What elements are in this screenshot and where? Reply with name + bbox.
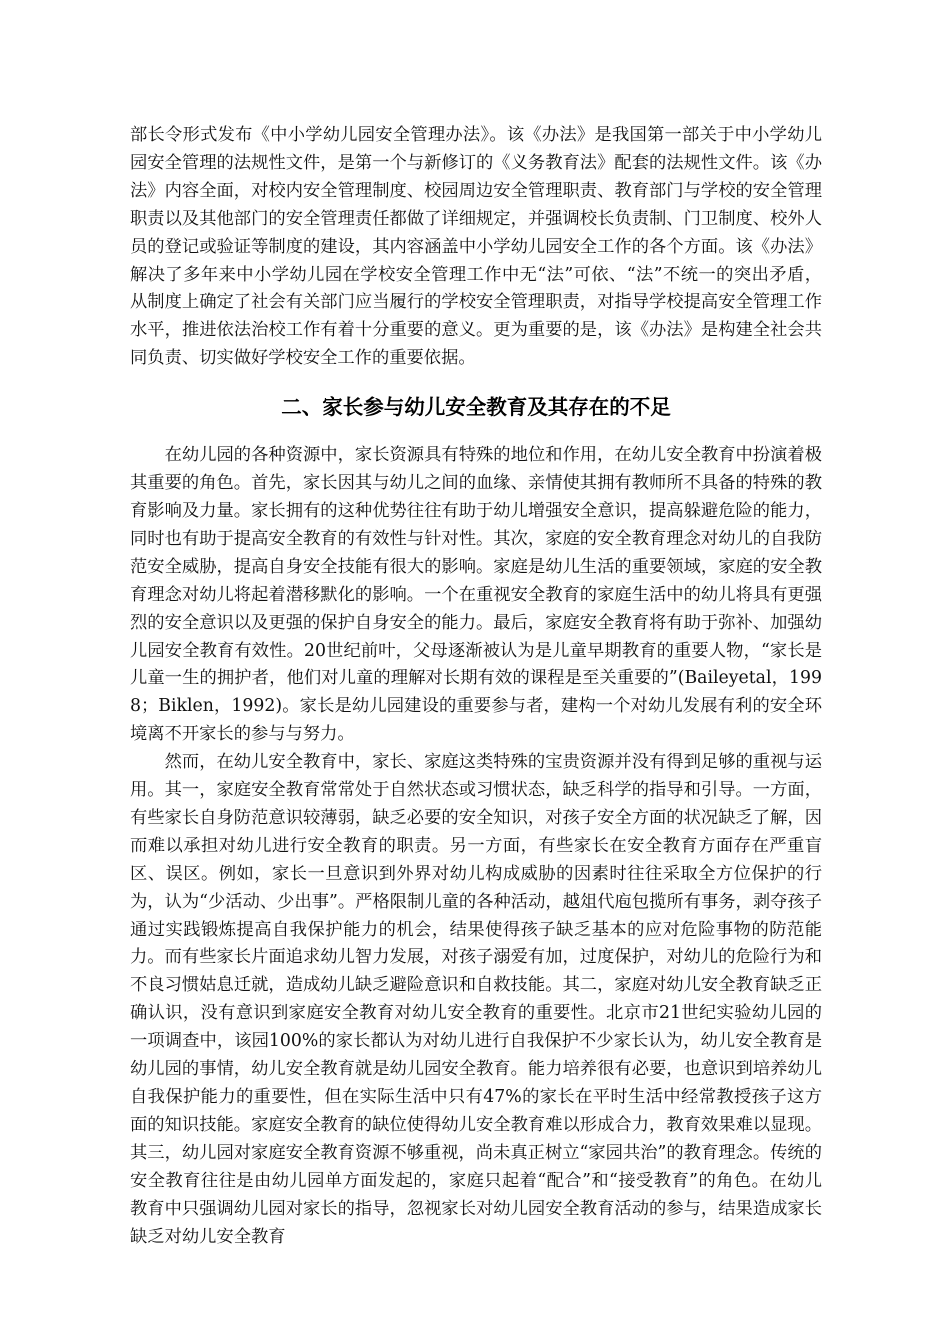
body-paragraph: 在幼儿园的各种资源中，家长资源具有特殊的地位和作用，在幼儿安全教育中扮演着极其重要的角色。首先，家长因其与幼儿之间的血缘、亲情使其拥有教师所不具备的特殊的教育影响及力量。家长拥有的这种优势往往有助于幼儿增强安全意识，提高躲避危险的能力，同时也有助于提高安全教育的有效性与针对性。其次，家庭的安全教育理念对幼儿的自我防范安全威胁，提高自身安全技能有很大的影响。家庭是幼儿生活的重要领域，家庭的安全教育理念对幼儿将起着潜移默化的影响。一个在重视安全教育的家庭生活中的幼儿将具有更强烈的安全意识以及更强的保护自身安全的能力。最后，家庭安全教育将有助于弥补、加强幼儿园安全教育有效性。20世纪前叶，父母逐渐被认为是儿童早期教育的重要人物，“家长是儿童一生的拥护者，他们对儿童的理解对长期有效的课程是至关重要的”(Baileyetal，1998；Biklen，1992)。家长是幼儿园建设的重要参与者，建构一个对幼儿发展有利的安全环境离不开家长的参与与努力。 bbox=[130, 445, 822, 745]
body-paragraph: 然而，在幼儿安全教育中，家长、家庭这类特殊的宝贵资源并没有得到足够的重视与运用。其一，家庭安全教育常常处于自然状态或习惯状态，缺乏科学的指导和引导。一方面，有些家长自身防范意识较薄弱，缺乏必要的安全知识，对孩子安全方面的状况缺乏了解，因而难以承担对幼儿进行安全教育的职责。另一方面，有些家长在安全教育方面存在严重盲区、误区。例如，家长一旦意识到外界对幼儿构成威胁的因素时往往采取全方位保护的行为，认为“少活动、少出事”。严格限制儿童的各种活动，越俎代庖包揽所有事务，剥夺孩子通过实践锻炼提高自我保护能力的机会，结果使得孩子缺乏基本的应对危险事物的防范能力。而有些家长片面追求幼儿智力发展，对孩子溺爱有加，过度保护，对幼儿的危险行为和不良习惯姑息迁就，造成幼儿缺乏避险意识和自救技能。其二，家庭对幼儿安全教育缺乏正确认识，没有意识到家庭安全教育对幼儿安全教育的重要性。北京市21世纪实验幼儿园的一项调查中，该园100%的家长都认为对幼儿进行自我保护不少家长认为，幼儿安全教育是幼儿园的事情，幼儿安全教育就是幼儿园安全教育。能力培养很有必要，也意识到培养幼儿自我保护能力的重要性，但在实际生活中只有47%的家长在平时生活中经常教授孩子这方面的知识技能。家庭安全教育的缺位使得幼儿安全教育难以形成合力，教育效果难以显现。其三，幼儿园对家庭安全教育资源不够重视，尚未真正树立“家园共治”的教育理念。传统的安全教育往往是由幼儿园单方面发起的，家庭只起着“配合”和“接受教育”的角色。在幼儿教育中只强调幼儿园对家长的指导，忽视家长对幼儿园安全教育活动的参与，结果造成家长缺乏对幼儿安全教育 bbox=[130, 752, 822, 1247]
section-heading: 二、家长参与幼儿安全教育及其存在的不足 bbox=[281, 395, 671, 420]
document-page bbox=[130, 122, 822, 1251]
body-paragraph: 部长令形式发布《中小学幼儿园安全管理办法》。该《办法》是我国第一部关于中小学幼儿园安全管理的法规性文件，是第一个与新修订的《义务教育法》配套的法规性文件。该《办法》内容全面，对校内安全管理制度、校园周边安全管理职责、教育部门与学校的安全管理职责以及其他部门的安全管理责任都做了详细规定，并强调校长负责制、门卫制度、校外人员的登记或验证等制度的建设，其内容涵盖中小学幼儿园安全工作的各个方面。该《办法》解决了多年来中小学幼儿园在学校安全管理工作中无“法”可依、“法”不统一的突出矛盾，从制度上确定了社会有关部门应当履行的学校安全管理职责，对指导学校提高安全管理工作水平，推进依法治校工作有着十分重要的意义。更为重要的是，该《办法》是构建全社会共同负责、切实做好学校安全工作的重要依据。 bbox=[130, 125, 822, 369]
